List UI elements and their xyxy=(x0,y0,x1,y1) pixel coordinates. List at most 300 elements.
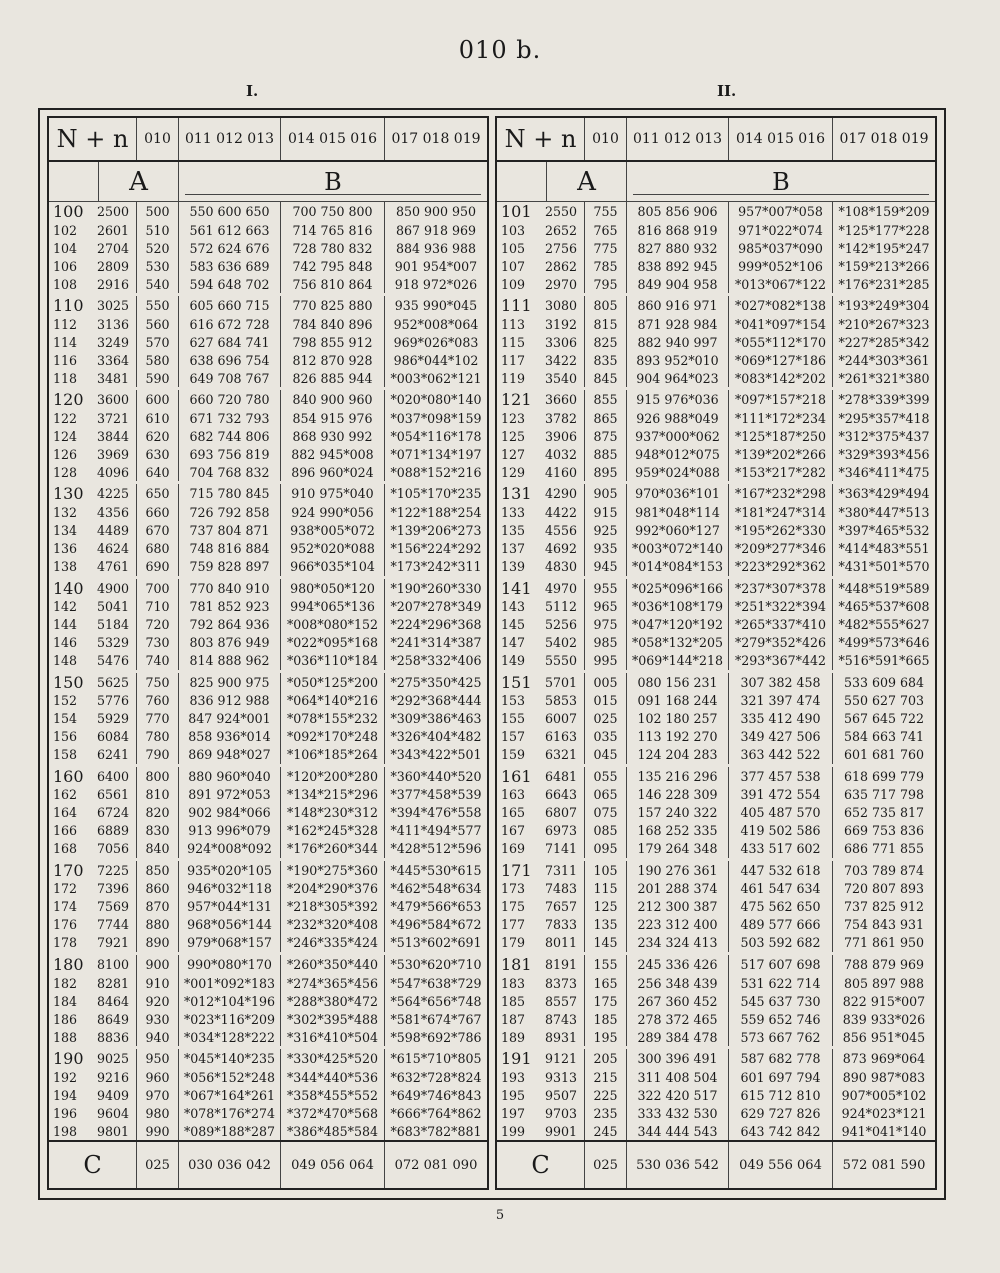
row-col-017-019: 754 843 931 xyxy=(843,917,925,933)
row-col-014-016: *111*172*234 xyxy=(729,409,833,427)
row-n: 142 xyxy=(53,599,78,615)
row-col-011-013: 605 660 715 xyxy=(179,296,281,315)
table-row xyxy=(49,840,487,858)
row-col-014-016: 405 487 570 xyxy=(729,804,833,822)
row-col-011-013: 990*080*170 xyxy=(179,955,281,974)
row-n: 126 xyxy=(53,446,78,462)
row-a: 4096 xyxy=(95,463,137,481)
row-col-014-016: 840 900 960 xyxy=(281,390,385,409)
row-n: 194 xyxy=(53,1087,78,1103)
row-col-017-019: *326*404*482 xyxy=(390,729,482,745)
table-row xyxy=(49,822,487,840)
table-row xyxy=(497,916,935,934)
row-col-014-016: 489 577 666 xyxy=(729,916,833,934)
row-n: 185 xyxy=(501,993,526,1009)
table-row xyxy=(497,767,935,786)
table-row xyxy=(497,390,935,409)
row-col-011-013: 871 928 984 xyxy=(627,315,729,333)
row-n: 175 xyxy=(501,899,526,915)
row-col-017-019: *465*537*608 xyxy=(838,599,930,615)
row-col-011-013: 638 696 754 xyxy=(179,351,281,369)
row-n: 129 xyxy=(501,464,526,480)
row-col-014-016: 826 885 944 xyxy=(281,369,385,387)
row-col-017-019: *394*476*558 xyxy=(390,805,482,821)
footer-col-014-016: 049 556 064 xyxy=(729,1142,833,1188)
row-col-011-013: 946*032*118 xyxy=(179,880,281,898)
row-a: 4900 xyxy=(95,579,137,598)
row-col-011-013: 080 156 231 xyxy=(627,673,729,692)
row-a: 7921 xyxy=(95,934,137,952)
table-row xyxy=(49,804,487,822)
row-n: 186 xyxy=(53,1011,78,1027)
row-col-017-019: *190*260*330 xyxy=(390,580,482,596)
row-col-014-016: 643 742 842 xyxy=(729,1122,833,1140)
row-col-014-016: 980*050*120 xyxy=(281,579,385,598)
row-col-011-013: 913 996*079 xyxy=(179,822,281,840)
table-row xyxy=(497,728,935,746)
row-col-014-016: 419 502 586 xyxy=(729,822,833,840)
table-row xyxy=(497,710,935,728)
row-col-014-016: 587 682 778 xyxy=(729,1049,833,1068)
row-col-011-013: 561 612 663 xyxy=(179,221,281,239)
row-col-011-013: 289 384 478 xyxy=(627,1028,729,1046)
row-col-014-016: *344*440*536 xyxy=(281,1068,385,1086)
row-col-017-019: *683*782*881 xyxy=(390,1123,482,1139)
row-col-014-016: *083*142*202 xyxy=(729,369,833,387)
table-body xyxy=(49,202,487,1142)
row-a: 3660 xyxy=(543,390,585,409)
table-row xyxy=(497,445,935,463)
header-col-011-013: 011 012 013 xyxy=(179,118,281,160)
row-n: 128 xyxy=(53,464,78,480)
row-a: 7569 xyxy=(95,898,137,916)
row-col-011-013: 970*036*101 xyxy=(627,484,729,503)
row-col-014-016: 700 750 800 xyxy=(281,202,385,221)
row-a: 7141 xyxy=(543,840,585,858)
row-a: 8836 xyxy=(95,1028,137,1046)
row-col-011-013: 860 916 971 xyxy=(627,296,729,315)
subheader-a: A xyxy=(99,162,179,201)
row-col-017-019: 941*041*140 xyxy=(841,1123,927,1139)
row-col-017-019: 969*026*083 xyxy=(393,334,479,350)
table-body xyxy=(497,202,935,1142)
row-a: 4556 xyxy=(543,521,585,539)
row-col-010: 980 xyxy=(137,1104,179,1122)
row-col-011-013: 902 984*066 xyxy=(179,804,281,822)
row-a: 5550 xyxy=(543,652,585,670)
row-n: 102 xyxy=(53,222,78,238)
table-row xyxy=(497,463,935,481)
row-col-014-016: *316*410*504 xyxy=(281,1028,385,1046)
row-n: 154 xyxy=(53,711,78,727)
row-col-017-019: *343*422*501 xyxy=(390,747,482,763)
row-col-011-013: 981*048*114 xyxy=(627,503,729,521)
row-n: 164 xyxy=(53,805,78,821)
row-col-017-019: *105*170*235 xyxy=(390,486,482,502)
row-col-017-019: 686 771 855 xyxy=(843,841,925,857)
row-col-017-019: *397*465*532 xyxy=(838,522,930,538)
row-n: 104 xyxy=(53,240,78,256)
row-col-011-013: *036*108*179 xyxy=(627,598,729,616)
row-a: 6321 xyxy=(543,746,585,764)
row-n: 189 xyxy=(501,1029,526,1045)
row-col-010: 770 xyxy=(137,710,179,728)
row-col-011-013: 311 408 504 xyxy=(627,1068,729,1086)
row-col-010: 960 xyxy=(137,1068,179,1086)
table-row xyxy=(49,315,487,333)
header-n: N + n xyxy=(49,118,137,160)
table-header-row xyxy=(49,118,487,162)
table-row xyxy=(497,333,935,351)
row-n: 172 xyxy=(53,881,78,897)
row-col-014-016: *167*232*298 xyxy=(729,484,833,503)
table-row xyxy=(49,579,487,598)
footer-col-017-019: 572 081 590 xyxy=(842,1157,926,1173)
row-col-014-016: *041*097*154 xyxy=(729,315,833,333)
row-col-010: 880 xyxy=(137,916,179,934)
row-col-011-013: 781 852 923 xyxy=(179,598,281,616)
row-a: 6807 xyxy=(543,804,585,822)
row-col-014-016: 545 637 730 xyxy=(729,992,833,1010)
subheader-blank xyxy=(497,162,547,201)
row-col-017-019: *428*512*596 xyxy=(390,841,482,857)
row-a: 9121 xyxy=(543,1049,585,1068)
row-col-017-019: 901 954*007 xyxy=(394,258,478,274)
row-col-010: 860 xyxy=(137,880,179,898)
row-col-017-019: 703 789 874 xyxy=(843,862,925,878)
row-a: 2756 xyxy=(543,239,585,257)
table-panel-left xyxy=(47,116,489,1190)
row-col-017-019: *516*591*665 xyxy=(838,653,930,669)
row-col-017-019: *122*188*254 xyxy=(390,504,482,520)
row-a: 8743 xyxy=(543,1010,585,1028)
row-col-017-019: *513*602*691 xyxy=(390,935,482,951)
row-col-017-019: *003*062*121 xyxy=(390,370,482,386)
row-a: 7396 xyxy=(95,880,137,898)
row-col-014-016: *218*305*392 xyxy=(281,898,385,916)
row-n: 169 xyxy=(501,841,526,857)
row-col-010: 245 xyxy=(585,1122,627,1140)
row-col-010: 985 xyxy=(585,634,627,652)
row-n: 119 xyxy=(501,370,526,386)
row-a: 7657 xyxy=(543,898,585,916)
row-n: 163 xyxy=(501,787,526,803)
table-row xyxy=(49,673,487,692)
row-col-011-013: 992*060*127 xyxy=(627,521,729,539)
row-col-010: 850 xyxy=(137,861,179,880)
row-col-010: 630 xyxy=(137,445,179,463)
row-a: 6007 xyxy=(543,710,585,728)
table-row xyxy=(497,1028,935,1046)
row-a: 3306 xyxy=(543,333,585,351)
row-col-010: 550 xyxy=(137,296,179,315)
row-col-010: 750 xyxy=(137,673,179,692)
row-col-017-019: *224*296*368 xyxy=(390,617,482,633)
row-col-011-013: *003*072*140 xyxy=(627,539,729,557)
row-col-014-016: *195*262*330 xyxy=(729,521,833,539)
row-col-010: 105 xyxy=(585,861,627,880)
row-col-014-016: *106*185*264 xyxy=(281,746,385,764)
table-row xyxy=(49,275,487,293)
row-col-014-016: 349 427 506 xyxy=(729,728,833,746)
row-n: 131 xyxy=(501,484,532,504)
row-col-011-013: *089*188*287 xyxy=(179,1122,281,1140)
row-col-010: 870 xyxy=(137,898,179,916)
row-n: 110 xyxy=(53,296,84,316)
table-row xyxy=(49,445,487,463)
header-col-017-019: 017 018 019 xyxy=(839,131,929,147)
row-col-014-016: 938*005*072 xyxy=(281,521,385,539)
table-row xyxy=(497,786,935,804)
row-col-010: 155 xyxy=(585,955,627,974)
row-col-017-019: *108*159*209 xyxy=(838,204,930,219)
table-row xyxy=(497,974,935,992)
row-a: 5776 xyxy=(95,692,137,710)
row-col-017-019: *632*728*824 xyxy=(390,1069,482,1085)
row-col-017-019: 567 645 722 xyxy=(843,711,925,727)
table-row xyxy=(49,652,487,670)
table-footer-row xyxy=(497,1142,935,1188)
row-n: 122 xyxy=(53,410,78,426)
table-footer-row xyxy=(49,1142,487,1188)
row-col-010: 610 xyxy=(137,409,179,427)
row-col-011-013: *078*176*274 xyxy=(179,1104,281,1122)
row-col-014-016: 714 765 816 xyxy=(281,221,385,239)
row-col-014-016: *279*352*426 xyxy=(729,634,833,652)
table-row xyxy=(49,710,487,728)
row-col-014-016: *120*200*280 xyxy=(281,767,385,786)
table-row xyxy=(49,1028,487,1046)
row-a: 8464 xyxy=(95,992,137,1010)
table-row xyxy=(497,934,935,952)
footer-c: C xyxy=(497,1142,585,1188)
row-col-014-016: 910 975*040 xyxy=(281,484,385,503)
row-col-010: 215 xyxy=(585,1068,627,1086)
row-col-011-013: 805 856 906 xyxy=(627,202,729,221)
table-row xyxy=(497,634,935,652)
row-n: 198 xyxy=(53,1123,78,1139)
row-col-011-013: 550 600 650 xyxy=(179,202,281,221)
row-n: 143 xyxy=(501,599,526,615)
row-col-011-013: 849 904 958 xyxy=(627,275,729,293)
row-col-010: 135 xyxy=(585,916,627,934)
row-a: 3136 xyxy=(95,315,137,333)
row-col-017-019: *615*710*805 xyxy=(390,1051,482,1067)
row-col-011-013: 770 840 910 xyxy=(179,579,281,598)
table-row xyxy=(49,786,487,804)
footer-col-011-013: 030 036 042 xyxy=(179,1142,281,1188)
row-n: 179 xyxy=(501,935,526,951)
footer-col-017-019: 072 081 090 xyxy=(394,1157,478,1173)
row-col-014-016: 985*037*090 xyxy=(729,239,833,257)
table-row xyxy=(49,692,487,710)
row-col-010: 970 xyxy=(137,1086,179,1104)
row-col-017-019: *071*134*197 xyxy=(390,446,482,462)
footer-col-014-016: 049 056 064 xyxy=(281,1142,385,1188)
row-a: 4692 xyxy=(543,539,585,557)
row-col-017-019: 924*023*121 xyxy=(841,1105,927,1121)
row-a: 4830 xyxy=(543,557,585,575)
row-a: 4422 xyxy=(543,503,585,521)
table-row xyxy=(497,1010,935,1028)
row-col-017-019: *414*483*551 xyxy=(838,540,930,556)
table-row xyxy=(497,616,935,634)
row-a: 5329 xyxy=(95,634,137,652)
row-a: 3249 xyxy=(95,333,137,351)
row-col-010: 720 xyxy=(137,616,179,634)
row-n: 139 xyxy=(501,558,526,574)
row-col-014-016: *181*247*314 xyxy=(729,503,833,521)
row-a: 5402 xyxy=(543,634,585,652)
row-a: 5701 xyxy=(543,673,585,692)
row-col-017-019: *193*249*304 xyxy=(838,298,930,314)
footer-c: C xyxy=(49,1142,137,1188)
table-row xyxy=(497,257,935,275)
row-n: 133 xyxy=(501,504,526,520)
table-row xyxy=(49,369,487,387)
table-row xyxy=(497,861,935,880)
row-col-011-013: 223 312 400 xyxy=(627,916,729,934)
row-col-014-016: *125*187*250 xyxy=(729,427,833,445)
row-col-011-013: 660 720 780 xyxy=(179,390,281,409)
table-row xyxy=(49,616,487,634)
row-col-014-016: 363 442 522 xyxy=(729,746,833,764)
row-n: 103 xyxy=(501,222,526,238)
table-row xyxy=(49,296,487,315)
row-col-010: 930 xyxy=(137,1010,179,1028)
table-row xyxy=(497,822,935,840)
row-col-014-016: 812 870 928 xyxy=(281,351,385,369)
row-col-010: 225 xyxy=(585,1086,627,1104)
table-row xyxy=(497,1122,935,1140)
table-row xyxy=(497,557,935,575)
row-n: 138 xyxy=(53,558,78,574)
row-col-011-013: 102 180 257 xyxy=(627,710,729,728)
row-a: 7483 xyxy=(543,880,585,898)
row-col-011-013: 882 940 997 xyxy=(627,333,729,351)
row-col-017-019: *207*278*349 xyxy=(390,599,482,615)
row-col-011-013: 959*024*088 xyxy=(627,463,729,481)
row-col-014-016: *050*125*200 xyxy=(281,673,385,692)
row-col-011-013: 627 684 741 xyxy=(179,333,281,351)
row-col-010: 780 xyxy=(137,728,179,746)
row-col-017-019: *363*429*494 xyxy=(838,486,930,502)
row-col-011-013: 926 988*049 xyxy=(627,409,729,427)
row-col-011-013: 157 240 322 xyxy=(627,804,729,822)
row-col-010: 915 xyxy=(585,503,627,521)
row-n: 197 xyxy=(501,1105,526,1121)
table-row xyxy=(497,880,935,898)
row-a: 2916 xyxy=(95,275,137,293)
row-col-011-013: *067*164*261 xyxy=(179,1086,281,1104)
row-col-010: 680 xyxy=(137,539,179,557)
table-panel-right xyxy=(495,116,937,1190)
row-col-010: 730 xyxy=(137,634,179,652)
row-n: 155 xyxy=(501,711,526,727)
row-col-014-016: 461 547 634 xyxy=(729,880,833,898)
header-col-017-019: 017 018 019 xyxy=(391,131,481,147)
table-row xyxy=(49,484,487,503)
row-n: 158 xyxy=(53,747,78,763)
row-a: 8011 xyxy=(543,934,585,952)
row-col-014-016: *069*127*186 xyxy=(729,351,833,369)
row-col-014-016: 335 412 490 xyxy=(729,710,833,728)
table-row xyxy=(497,1049,935,1068)
footer-col-011-013: 530 036 542 xyxy=(627,1142,729,1188)
row-col-014-016: 559 652 746 xyxy=(729,1010,833,1028)
row-col-017-019: *054*116*178 xyxy=(390,428,482,444)
row-a: 3782 xyxy=(543,409,585,427)
row-a: 8281 xyxy=(95,974,137,992)
row-col-010: 115 xyxy=(585,880,627,898)
row-col-017-019: *411*494*577 xyxy=(390,823,482,839)
row-col-017-019: 867 918 969 xyxy=(395,222,477,238)
row-n: 192 xyxy=(53,1069,78,1085)
row-col-011-013: 792 864 936 xyxy=(179,616,281,634)
row-col-017-019: *139*206*273 xyxy=(390,522,482,538)
row-col-014-016: *148*230*312 xyxy=(281,804,385,822)
row-col-014-016: 475 562 650 xyxy=(729,898,833,916)
row-n: 191 xyxy=(501,1049,532,1069)
row-col-010: 765 xyxy=(585,221,627,239)
row-col-017-019: 884 936 988 xyxy=(395,240,477,256)
row-col-011-013: *001*092*183 xyxy=(179,974,281,992)
row-col-017-019: *020*080*140 xyxy=(390,392,482,408)
row-col-010: 620 xyxy=(137,427,179,445)
table-row xyxy=(497,521,935,539)
row-col-010: 950 xyxy=(137,1049,179,1068)
row-col-014-016: *293*367*442 xyxy=(729,652,833,670)
header-col-010: 010 xyxy=(137,118,179,160)
row-col-011-013: 759 828 897 xyxy=(179,557,281,575)
row-col-014-016: *153*217*282 xyxy=(729,463,833,481)
row-a: 3481 xyxy=(95,369,137,387)
row-col-010: 990 xyxy=(137,1122,179,1140)
row-a: 7225 xyxy=(95,861,137,880)
row-n: 146 xyxy=(53,635,78,651)
row-col-017-019: 986*044*102 xyxy=(393,352,479,368)
row-col-017-019: *649*746*843 xyxy=(390,1087,482,1103)
row-col-010: 065 xyxy=(585,786,627,804)
row-col-011-013: 671 732 793 xyxy=(179,409,281,427)
row-col-017-019: *261*321*380 xyxy=(838,370,930,386)
row-col-017-019: *564*656*748 xyxy=(390,993,482,1009)
row-col-010: 760 xyxy=(137,692,179,710)
row-col-010: 910 xyxy=(137,974,179,992)
row-col-014-016: *139*202*266 xyxy=(729,445,833,463)
row-col-014-016: *237*307*378 xyxy=(729,579,833,598)
row-col-010: 785 xyxy=(585,257,627,275)
row-col-011-013: 704 768 832 xyxy=(179,463,281,481)
row-col-014-016: *288*380*472 xyxy=(281,992,385,1010)
row-n: 120 xyxy=(53,390,84,410)
table-row xyxy=(49,202,487,221)
subheader-a: A xyxy=(547,162,627,201)
row-col-017-019: *309*386*463 xyxy=(390,711,482,727)
row-col-011-013: *047*120*192 xyxy=(627,616,729,634)
row-n: 115 xyxy=(501,334,526,350)
row-n: 144 xyxy=(53,617,78,633)
row-a: 9313 xyxy=(543,1068,585,1086)
row-col-010: 825 xyxy=(585,333,627,351)
row-n: 173 xyxy=(501,881,526,897)
row-col-011-013: 858 936*014 xyxy=(179,728,281,746)
row-n: 107 xyxy=(501,258,526,274)
table-row xyxy=(49,992,487,1010)
row-a: 6084 xyxy=(95,728,137,746)
row-col-011-013: *025*096*166 xyxy=(627,579,729,598)
row-col-014-016: *022*095*168 xyxy=(281,634,385,652)
